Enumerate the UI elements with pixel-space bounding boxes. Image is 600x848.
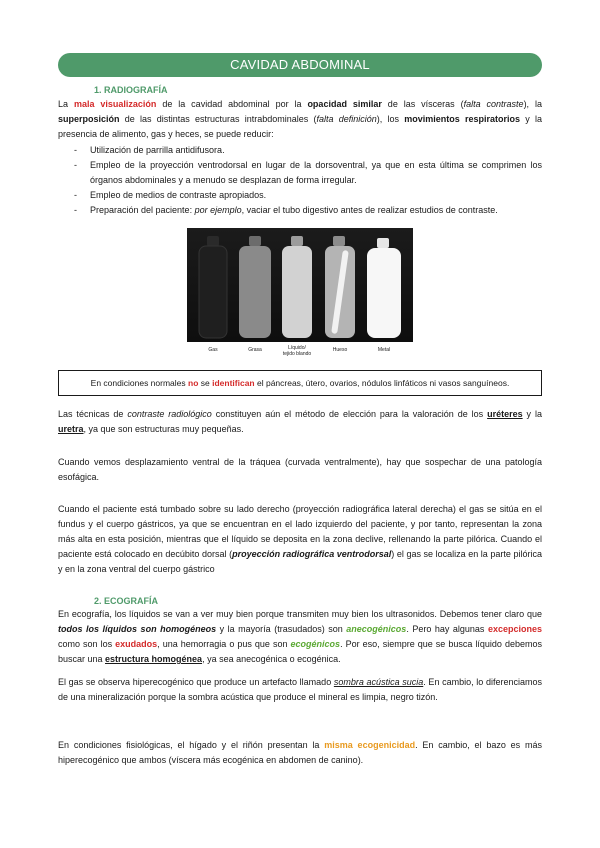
- trachea-paragraph: Cuando vemos desplazamiento ventral de la tráquea (curvada ventralmente), hay que sospechar de una patología esofágica.: [58, 457, 542, 482]
- section-heading-ecografia: 2. ECOGRAFÍA: [94, 596, 159, 606]
- figure-label-gas: Gas: [208, 347, 218, 353]
- fat-bottle: [239, 236, 271, 338]
- list-item: - Empleo de medios de contraste apropiados.: [58, 188, 542, 203]
- gas-position-paragraph: Cuando el paciente está tumbado sobre su lado derecho (proyección radiográfica lateral derecha) el gas se sitúa en el fundus y el cuerpo gástricos, ya que se encuentran en el lado izquierdo del paciente, y por tanto, representan la zona más alta en esta posición, mientras que el líquido se deposita en la zona declive, rellenando la parte pilórica. Cuando el paciente está colocado en decúbito dorsal (proyección radiográfica ventrodorsal) el gas se localiza en la parte pilórica y en la zona ventral del cuerpo gástrico: [58, 504, 542, 574]
- echogenicity-paragraph: En condiciones fisiológicas, el hígado y el riñón presentan la misma ecogenicidad. En cambio, el bazo es más hiperecogénico que ambos (víscera más ecogénica en abdomen de canino).: [58, 740, 542, 765]
- figure-label-grasa: Grasa: [248, 347, 262, 353]
- metal-bottle: [367, 238, 401, 338]
- page-title: CAVIDAD ABDOMINAL: [58, 53, 542, 77]
- gas-bottle: [199, 236, 227, 338]
- list-item: - Empleo de la proyección ventrodorsal en lugar de la dorsoventral, ya que en esta última se comprimen los órganos abdominales y a menudo se desplazan de forma irregular.: [58, 158, 542, 188]
- ultrasound-paragraph: En ecografía, los líquidos se van a ver muy bien porque transmiten muy bien los ultrasonidos. Debemos tener claro que todos los líquidos son homogéneos y la mayoría (trasudados) son anecogénicos. Pero hay algunas excepciones como son los exudados, una hemorragia o pus que son ecogénicos. Por eso, siempre que se busca líquido debemos buscar una estructura homogénea, ya sea anecogénica o ecogénica.: [58, 609, 542, 664]
- gas-artifact-paragraph: El gas se observa hiperecogénico que produce un artefacto llamado sombra acústica sucia. En cambio, lo diferenciamos de una mineralización porque la sombra acústica que produce el mineral es limpia, negro tizón.: [58, 677, 542, 702]
- section-heading-radiografia: 1. RADIOGRAFÍA: [94, 85, 168, 95]
- reduction-list: [58, 143, 542, 218]
- radiograph-bottles-figure: [187, 228, 413, 360]
- figure-label-liquido: Líquido/ tejido blando: [282, 345, 312, 357]
- liquid-bottle: [282, 236, 312, 338]
- list-item: - Utilización de parrilla antidifusora.: [58, 143, 542, 158]
- bone-bottle: [325, 236, 355, 338]
- intro-paragraph: La mala visualización de la cavidad abdominal por la opacidad similar de las vísceras (falta contraste), la superposición de las distintas estructuras intrabdominales (falta definición), los movimientos respiratorios y la presencia de alimento, gas y heces, se puede reducir:: [58, 99, 542, 139]
- contrast-paragraph: Las técnicas de contraste radiológico constituyen aún el método de elección para la valoración de los uréteres y la uretra, ya que son estructuras muy pequeñas.: [58, 409, 542, 434]
- list-item: - Preparación del paciente: por ejemplo, vaciar el tubo digestivo antes de realizar estudios de contraste.: [58, 203, 542, 218]
- callout-box: En condiciones normales no se identifican el páncreas, útero, ovarios, nódulos linfáticos ni vasos sanguíneos.: [58, 370, 542, 396]
- figure-label-metal: Metal: [377, 347, 391, 353]
- figure-label-hueso: Hueso: [332, 347, 348, 353]
